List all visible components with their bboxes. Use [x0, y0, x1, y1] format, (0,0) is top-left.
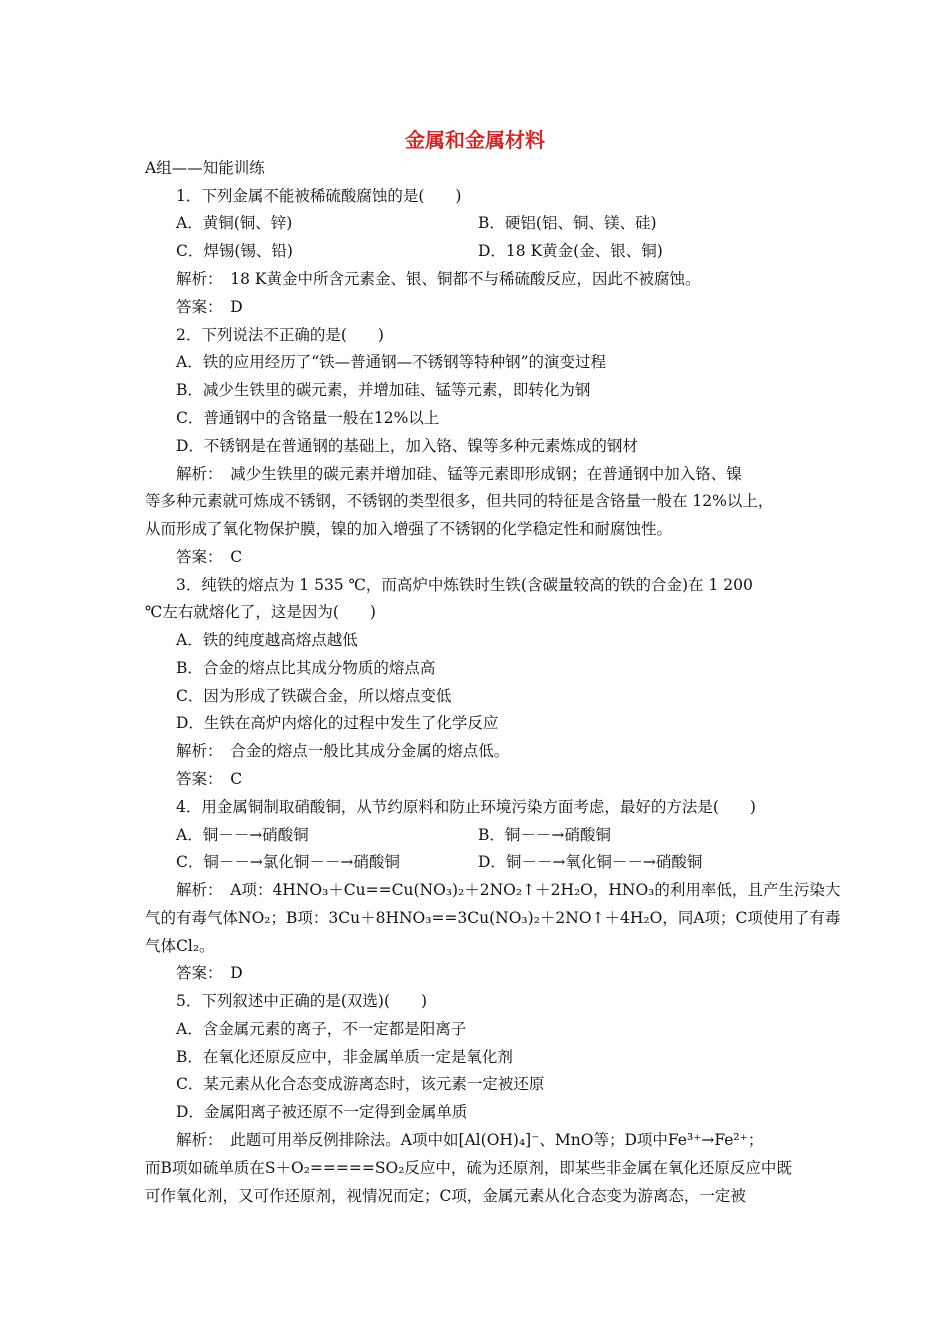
q1-stem: 1．下列金属不能被稀硫酸腐蚀的是( ) [176, 187, 462, 205]
q2-option-b: B．减少生铁里的碳元素，并增加硅、锰等元素，即转化为钢 [176, 381, 591, 399]
q4-analysis-line-3: 气体Cl₂。 [145, 937, 215, 955]
section-heading: A组——知能训练 [145, 159, 265, 177]
q4-option-d: D．铜－－→氧化铜－－→硝酸铜 [478, 853, 703, 871]
page-title: 金属和金属材料 [405, 128, 545, 152]
q2-stem: 2．下列说法不正确的是( ) [176, 326, 384, 344]
q5-analysis-line-3: 可作氧化剂，又可作还原剂，视情况而定；C项，金属元素从化合态变为游离态，一定被 [145, 1187, 746, 1205]
q4-option-b: B．铜－－→硝酸铜 [478, 826, 611, 844]
q4-option-c: C．铜－－→氯化铜－－→硝酸铜 [176, 853, 400, 871]
q5-analysis-line-2: 而B项如硫单质在S＋O₂=====SO₂反应中，硫为还原剂，即某些非金属在氧化还原反应中既 [145, 1159, 792, 1177]
q1-option-a: A．黄铜(铜、锌) [176, 214, 293, 232]
q3-answer: 答案： C [176, 770, 243, 788]
q2-option-a: A．铁的应用经历了“铁—普通钢—不锈钢等特种钢”的演变过程 [176, 353, 607, 371]
q3-analysis: 解析： 合金的熔点一般比其成分金属的熔点低。 [176, 742, 510, 760]
q4-option-a: A．铜－－→硝酸铜 [176, 826, 309, 844]
q4-analysis-line-1: 解析： A项：4HNO₃＋Cu==Cu(NO₃)₂＋2NO₂↑＋2H₂O，HNO₃的利用率低，且产生污染大 [176, 881, 841, 899]
q1-analysis: 解析： 18 K黄金中所含元素金、银、铜都不与稀硫酸反应，因此不被腐蚀。 [176, 270, 701, 288]
q1-option-d: D．18 K黄金(金、银、铜) [478, 242, 663, 260]
q4-answer: 答案： D [176, 964, 243, 982]
q1-option-c: C．焊锡(锡、铅) [176, 242, 293, 260]
q5-option-d: D．金属阳离子被还原不一定得到金属单质 [176, 1103, 468, 1121]
q4-analysis-line-2: 气的有毒气体NO₂；B项：3Cu＋8HNO₃==3Cu(NO₃)₂＋2NO↑＋4H₂O，同A项；C项使用了有毒 [145, 909, 841, 927]
q3-option-a: A．铁的纯度越高熔点越低 [176, 631, 358, 649]
q1-option-b: B．硬铝(铝、铜、镁、硅) [478, 214, 657, 232]
q2-answer: 答案： C [176, 548, 243, 566]
q1-answer: 答案： D [176, 298, 243, 316]
q5-option-c: C．某元素从化合态变成游离态时，该元素一定被还原 [176, 1075, 545, 1093]
q3-stem-line-2: ℃左右就熔化了，这是因为( ) [145, 603, 376, 621]
q5-analysis-line-1: 解析： 此题可用举反例排除法。A项中如[Al(OH)₄]⁻、MnO等；D项中Fe³⁺→Fe²⁺； [176, 1131, 764, 1149]
q5-option-b: B．在氧化还原反应中，非金属单质一定是氧化剂 [176, 1048, 513, 1066]
q3-option-d: D．生铁在高炉内熔化的过程中发生了化学反应 [176, 714, 499, 732]
q2-option-c: C．普通钢中的含铬量一般在12%以上 [176, 409, 440, 427]
q4-stem: 4．用金属铜制取硝酸铜，从节约原料和防止环境污染方面考虑，最好的方法是( ) [176, 798, 756, 816]
q2-option-d: D．不锈钢是在普通钢的基础上，加入铬、镍等多种元素炼成的钢材 [176, 437, 638, 455]
q2-analysis-line-2: 等多种元素就可炼成不锈钢，不锈钢的类型很多，但共同的特征是含铬量一般在 12%以上， [145, 492, 774, 510]
q3-option-b: B．合金的熔点比其成分物质的熔点高 [176, 659, 436, 677]
q3-stem-line-1: 3．纯铁的熔点为 1 535 ℃，而高炉中炼铁时生铁(含碳量较高的铁的合金)在 1 200 [176, 576, 753, 594]
q5-stem: 5．下列叙述中正确的是(双选)( ) [176, 992, 428, 1010]
q5-option-a: A．含金属元素的离子，不一定都是阳离子 [176, 1020, 467, 1038]
q2-analysis-line-3: 从而形成了氧化物保护膜，镍的加入增强了不锈钢的化学稳定性和耐腐蚀性。 [145, 520, 673, 538]
q3-option-c: C．因为形成了铁碳合金，所以熔点变低 [176, 687, 452, 705]
q2-analysis-line-1: 解析： 减少生铁里的碳元素并增加硅、锰等元素即形成钢；在普通钢中加入铬、镍 [176, 465, 742, 483]
